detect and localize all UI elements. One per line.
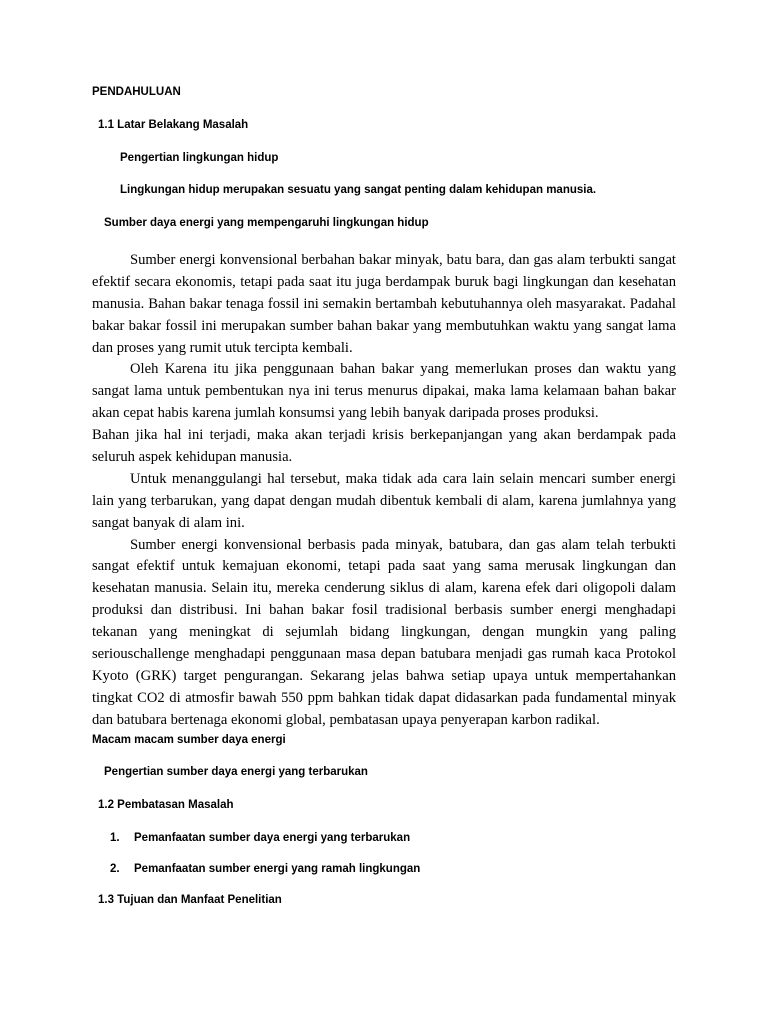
- list-item-number: 2.: [110, 862, 120, 875]
- heading-pengertian-terbarukan: Pengertian sumber daya energi yang terbarukan: [104, 766, 368, 779]
- paragraph-3: Bahan jika hal ini terjadi, maka akan terjadi krisis berkepanjangan yang akan berdampak pada seluruh aspek kehidupan manusia.: [92, 427, 676, 465]
- heading-lingkungan-hidup-penting: Lingkungan hidup merupakan sesuatu yang sangat penting dalam kehidupan manusia.: [120, 184, 597, 197]
- heading-1-3-tujuan-manfaat: 1.3 Tujuan dan Manfaat Penelitian: [98, 893, 282, 906]
- list-item-label: Pemanfaatan sumber energi yang ramah lingkungan: [134, 862, 421, 875]
- paragraph-2: Oleh Karena itu jika penggunaan bahan bakar yang memerlukan proses dan waktu yang sangat lama untuk pembentukan nya ini terus menurus dipakai, maka lama kelamaan bahan bakar akan cepat habis karena jumlah konsumsi yang lebih banyak daripada proses produksi.: [92, 361, 676, 422]
- paragraph-1: Sumber energi konvensional berbahan bakar minyak, batu bara, dan gas alam terbukti sangat efektif secara ekonomis, tetapi pada saat itu juga berdampak buruk bagi lingkungan dan kesehatan manusia. Bahan bakar tenaga fossil ini semakin bertambah kebutuhannya oleh masyarakat. Padahal bakar bakar fossil ini merupakan sumber bahan bakar yang membutuhkan waktu yang sangat lama dan proses yang rumit utuk tercipta kembali.: [92, 251, 676, 356]
- document-body: [92, 86, 676, 908]
- list-item-label: Pemanfaatan sumber daya energi yang terbarukan: [134, 831, 411, 844]
- heading-pendahuluan: PENDAHULUAN: [92, 86, 181, 98]
- list-item: [110, 863, 676, 875]
- list-item: [110, 832, 676, 844]
- heading-pengertian-lingkungan-hidup: Pengertian lingkungan hidup: [120, 151, 279, 164]
- paragraph-4: Untuk menanggulangi hal tersebut, maka tidak ada cara lain selain mencari sumber energi lain yang terbarukan, yang dapat dengan mudah dibentuk kembali di alam, karena jumlahnya yang sangat banyak di alam ini.: [92, 470, 676, 531]
- heading-sumber-daya-energi: Sumber daya energi yang mempengaruhi lingkungan hidup: [104, 217, 429, 230]
- heading-1-1-latar-belakang: 1.1 Latar Belakang Masalah: [98, 118, 249, 131]
- paragraph-5: Sumber energi konvensional berbasis pada minyak, batubara, dan gas alam telah terbukti sangat efektif untuk kemajuan ekonomi, tetapi pada saat yang sama merusak lingkungan dan kesehatan manusia. Selain itu, mereka cenderung siklus di alam, karena efek dari oligopoli dalam produksi dan distribusi. Ini bahan bakar fosil tradisional berbasis sumber energi menghadapi tekanan yang meningkat di sejumlah bidang lingkungan, dengan mungkin yang paling seriouschallenge menghadapi penggunaan masa depan batubara menjadi gas rumah kaca Protokol Kyoto (GRK) target pengurangan. Sekarang jelas bahwa setiap upaya untuk mempertahankan tingkat CO2 di atmosfir bawah 550 ppm bahkan tidak dapat didasarkan pada fundamental minyak dan batubara bertenaga ekonomi global, pembatasan upaya penyerapan karbon radikal.: [92, 536, 676, 728]
- list-item-number: 1.: [110, 831, 120, 844]
- heading-1-2-pembatasan-masalah: 1.2 Pembatasan Masalah: [98, 799, 234, 812]
- heading-macam-sumber-daya-energi: Macam macam sumber daya energi: [92, 733, 286, 746]
